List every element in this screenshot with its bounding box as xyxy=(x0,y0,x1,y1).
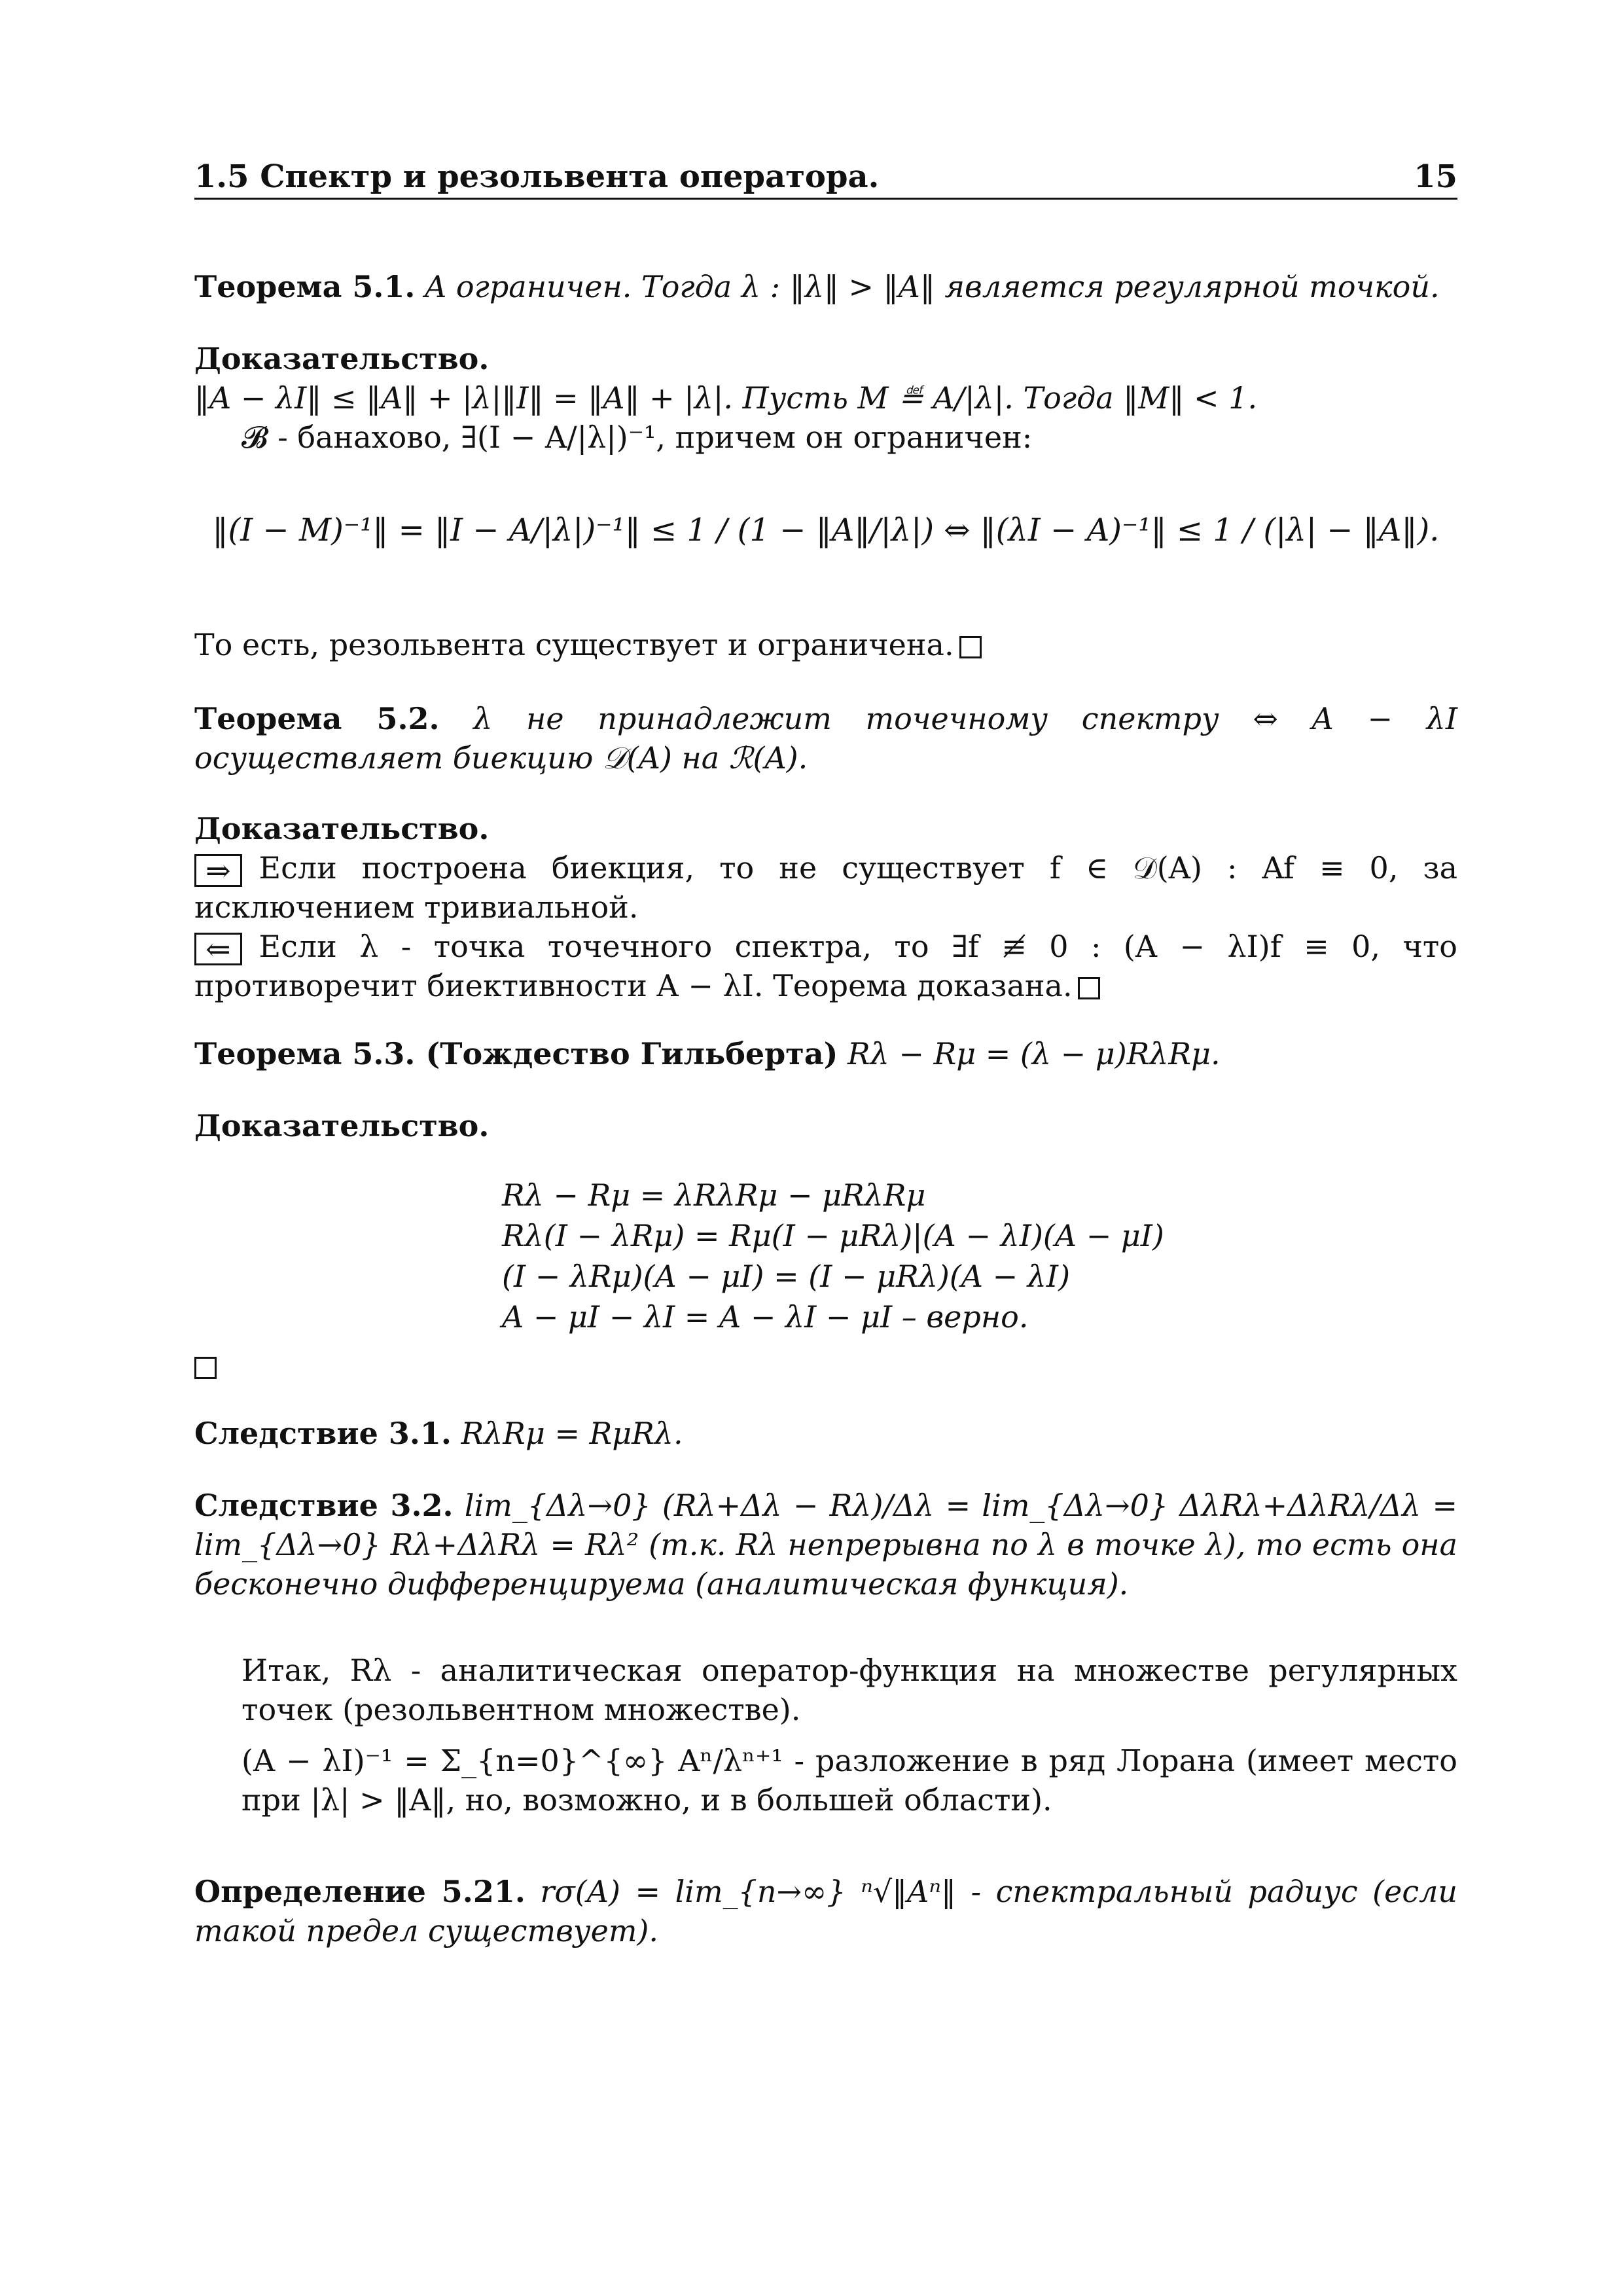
corollary-statement: lim_{Δλ→0} (Rλ+Δλ − Rλ)/Δλ = lim_{Δλ→0} ΔλRλ+ΔλRλ/Δλ = lim_{Δλ→0} Rλ+ΔλRλ = Rλ² (т.к. Rλ непрерывна по λ в точке λ), то есть она бесконечно дифференцируема (аналитическая функция). xyxy=(194,1488,1458,1602)
definition-5-21: Определение 5.21. rσ(A) = lim_{n→∞} ⁿ√‖Aⁿ‖ - спектральный радиус (если такой предел существует). xyxy=(194,1874,1458,1948)
definition-statement: rσ(A) = lim_{n→∞} ⁿ√‖Aⁿ‖ - спектральный радиус (если такой предел существует). xyxy=(194,1874,1458,1948)
paragraph: (A − λI)⁻¹ = Σ_{n=0}^{∞} Aⁿ/λⁿ⁺¹ - разложение в ряд Лорана (имеет место при |λ| > ‖A‖, но, возможно, и в большей области). xyxy=(241,1743,1457,1818)
proof-backward: ⇐ Если λ - точка точечного спектра, то ∃f ≢ 0 : (A − λI)f ≡ 0, что противоречит биективности A − λI. Теорема доказана. xyxy=(194,929,1457,1003)
corollary-3-1: Следствие 3.1. RλRμ = RμRλ. xyxy=(194,1416,683,1451)
proof-line: 𝓑 - банахово, ∃(I − A/|λ|)⁻¹, причем он ограничен: xyxy=(241,420,1033,455)
theorem-formula: Rλ − Rμ = (λ − μ)RλRμ. xyxy=(847,1036,1221,1071)
theorem-5-1: Теорема 5.1. A ограничен. Тогда λ : ‖λ‖ > ‖A‖ является регулярной точкой. xyxy=(194,269,1440,304)
proof-2 xyxy=(194,809,1457,1005)
proof-heading: Доказательство. xyxy=(194,341,490,376)
running-header xyxy=(194,151,1457,200)
proof-line: ‖A − λI‖ ≤ ‖A‖ + |λ|‖I‖ = ‖A‖ + |λ|. Пусть M ≝ A/|λ|. Тогда ‖M‖ < 1. xyxy=(194,380,1258,416)
qed-box xyxy=(959,636,982,658)
left-arrow-box: ⇐ xyxy=(194,933,242,965)
theorem-statement: λ не принадлежит точечному спектру ⇔ A − λI осуществляет биекцию 𝒟(A) на ℛ(A). xyxy=(194,701,1457,776)
equation-line: (I − λRμ)(A − μI) = (I − μRλ)(A − λI) xyxy=(502,1259,1071,1294)
corollary-formula: RλRμ = RμRλ. xyxy=(461,1416,683,1451)
qed-box xyxy=(1078,977,1100,999)
equation-line: A − μI − λI = A − λI − μI – верно. xyxy=(502,1299,1029,1335)
proof-3-end xyxy=(194,1346,1457,1385)
equation-line: Rλ − Rμ = λRλRμ − μRλRμ xyxy=(502,1177,926,1213)
proof-heading: Доказательство. xyxy=(194,811,490,846)
equation-line: Rλ(I − λRμ) = Rμ(I − μRλ)|(A − λI)(A − μI) xyxy=(502,1218,1164,1253)
equation-array xyxy=(502,1175,1164,1338)
theorem-statement: A ограничен. Тогда λ : ‖λ‖ > ‖A‖ является регулярной точкой. xyxy=(425,269,1440,304)
paragraph: Итак, Rλ - аналитическая оператор-функция на множестве регулярных точек (резольвентном множестве). xyxy=(241,1653,1457,1727)
document-page xyxy=(194,0,1457,2296)
display-equation: ‖(I − M)⁻¹‖ = ‖I − A/|λ|)⁻¹‖ ≤ 1 / (1 − ‖A‖/|λ|) ⇔ ‖(λI − A)⁻¹‖ ≤ 1 / (|λ| − ‖A‖). xyxy=(212,512,1440,548)
section-title: 1.5 Спектр и резольвента оператора. xyxy=(194,158,880,195)
theorem-5-3: Теорема 5.3. (Тождество Гильберта) Rλ − Rμ = (λ − μ)RλRμ. xyxy=(194,1036,1221,1071)
proof-conclusion: То есть, резольвента существует и ограничена. xyxy=(194,625,1457,664)
page-number: 15 xyxy=(1414,158,1457,195)
proof-3-heading: Доказательство. xyxy=(194,1108,490,1143)
proof-1 xyxy=(194,339,1457,457)
theorem-5-2: Теорема 5.2. λ не принадлежит точечному спектру ⇔ A − λI осуществляет биекцию 𝒟(A) на ℛ(A). xyxy=(194,701,1457,776)
corollary-3-2: Следствие 3.2. lim_{Δλ→0} (Rλ+Δλ − Rλ)/Δλ = lim_{Δλ→0} ΔλRλ+ΔλRλ/Δλ = lim_{Δλ→0} Rλ+ΔλRλ = Rλ² (т.к. Rλ непрерывна по λ в точке λ), то есть она бесконечно дифференцируема (аналитическая функция). xyxy=(194,1488,1458,1602)
right-arrow-box: ⇒ xyxy=(194,854,242,887)
qed-box xyxy=(194,1357,217,1379)
proof-forward: ⇒ Если построена биекция, то не существует f ∈ 𝒟(A) : Af ≡ 0, за исключением тривиальной. xyxy=(194,850,1457,925)
